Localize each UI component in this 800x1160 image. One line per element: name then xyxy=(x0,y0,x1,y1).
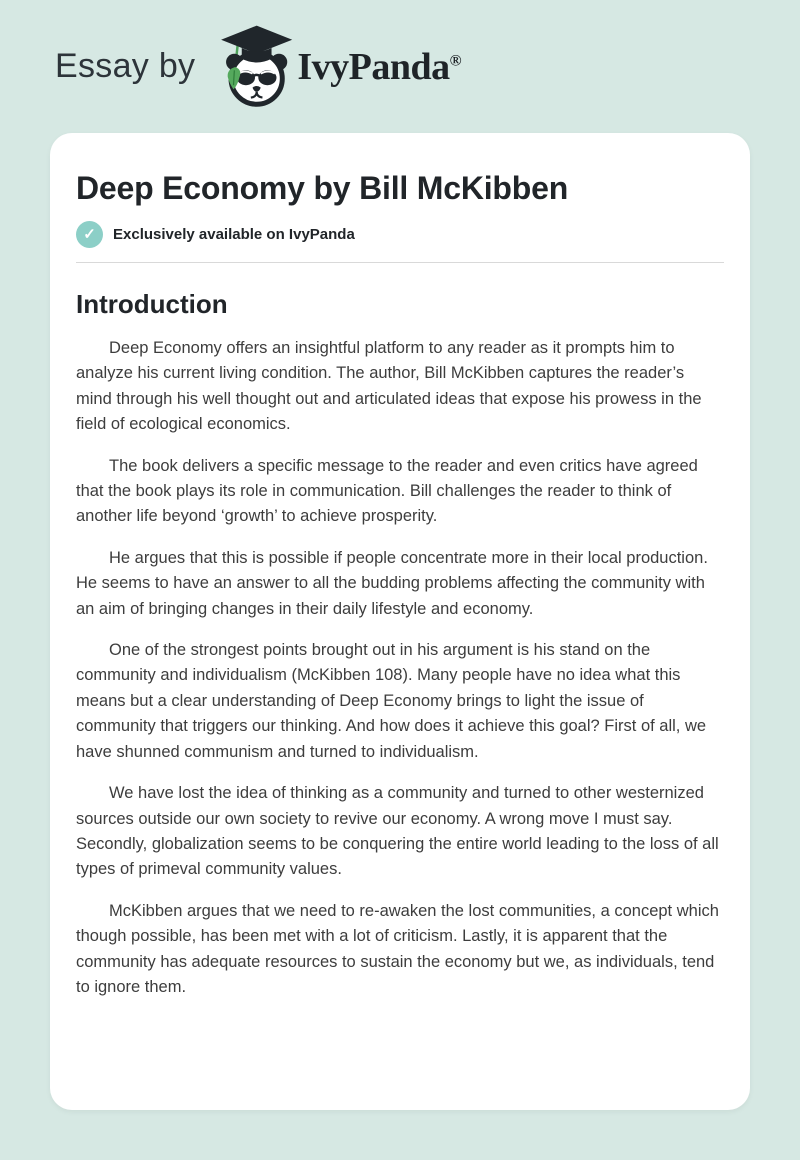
essay-paragraph-2: The book delivers a specific message to the reader and even critics have agreed that the book plays its role in communication. Bill challenges the reader to think of another life beyond ‘growth’ to achieve prosperity. xyxy=(76,456,698,526)
essay-paragraph-3: He argues that this is possible if people concentrate more in their local production. He seems to have an answer to all the budding problems affecting the community with an aim of bringing changes in their daily lifestyle and economy. xyxy=(76,548,708,618)
essay-paragraph-1: Deep Economy offers an insightful platform to any reader as it prompts him to analyze his current living condition. The author, Bill McKibben captures the reader’s mind through his well thought out and articulated ideas that expose his prowess in the field of ecological economics. xyxy=(76,339,702,434)
panda-graduate-icon xyxy=(213,24,297,110)
essay-paragraph-6: McKibben argues that we need to re-awaken the lost communities, a concept which though possible, has been met with a lot of criticism. Lastly, it is apparent that the community has adequate resources to sustain the economy but we, as individuals, tend to ignore them. xyxy=(76,901,719,996)
site-header xyxy=(0,0,800,133)
essay-paragraph-5: We have lost the idea of thinking as a community and turned to other westernized sources outside our own society to revive our economy. A wrong move I must say. Secondly, globalization seems to be conquering the entire world leading to the loss of all types of primeval community values. xyxy=(76,784,719,879)
brand-wordmark xyxy=(297,45,461,89)
essay-paragraph-4: One of the strongest points brought out in his argument is his stand on the community and individualism (McKibben 108). Many people have no idea what this means but a clear understanding of Deep Economy brings to light the issue of community that triggers our thinking. And how does it achieve this goal? First of all, we have shunned communism and turned to individualism. xyxy=(76,641,707,761)
check-glyph: ✓ xyxy=(83,226,96,243)
availability-label: Exclusively available on IvyPanda xyxy=(113,226,355,243)
ivypanda-logo[interactable] xyxy=(213,24,461,110)
essay-by-label: Essay by xyxy=(55,47,196,85)
availability-badge xyxy=(76,221,724,248)
essay-title: Deep Economy by Bill McKibben xyxy=(76,170,569,206)
brand-name-text: IvyPanda xyxy=(297,45,450,88)
check-icon xyxy=(76,221,103,248)
divider xyxy=(76,262,724,263)
essay-card xyxy=(50,133,750,1110)
registered-mark: ® xyxy=(449,51,462,69)
section-heading-introduction: Introduction xyxy=(76,289,228,319)
